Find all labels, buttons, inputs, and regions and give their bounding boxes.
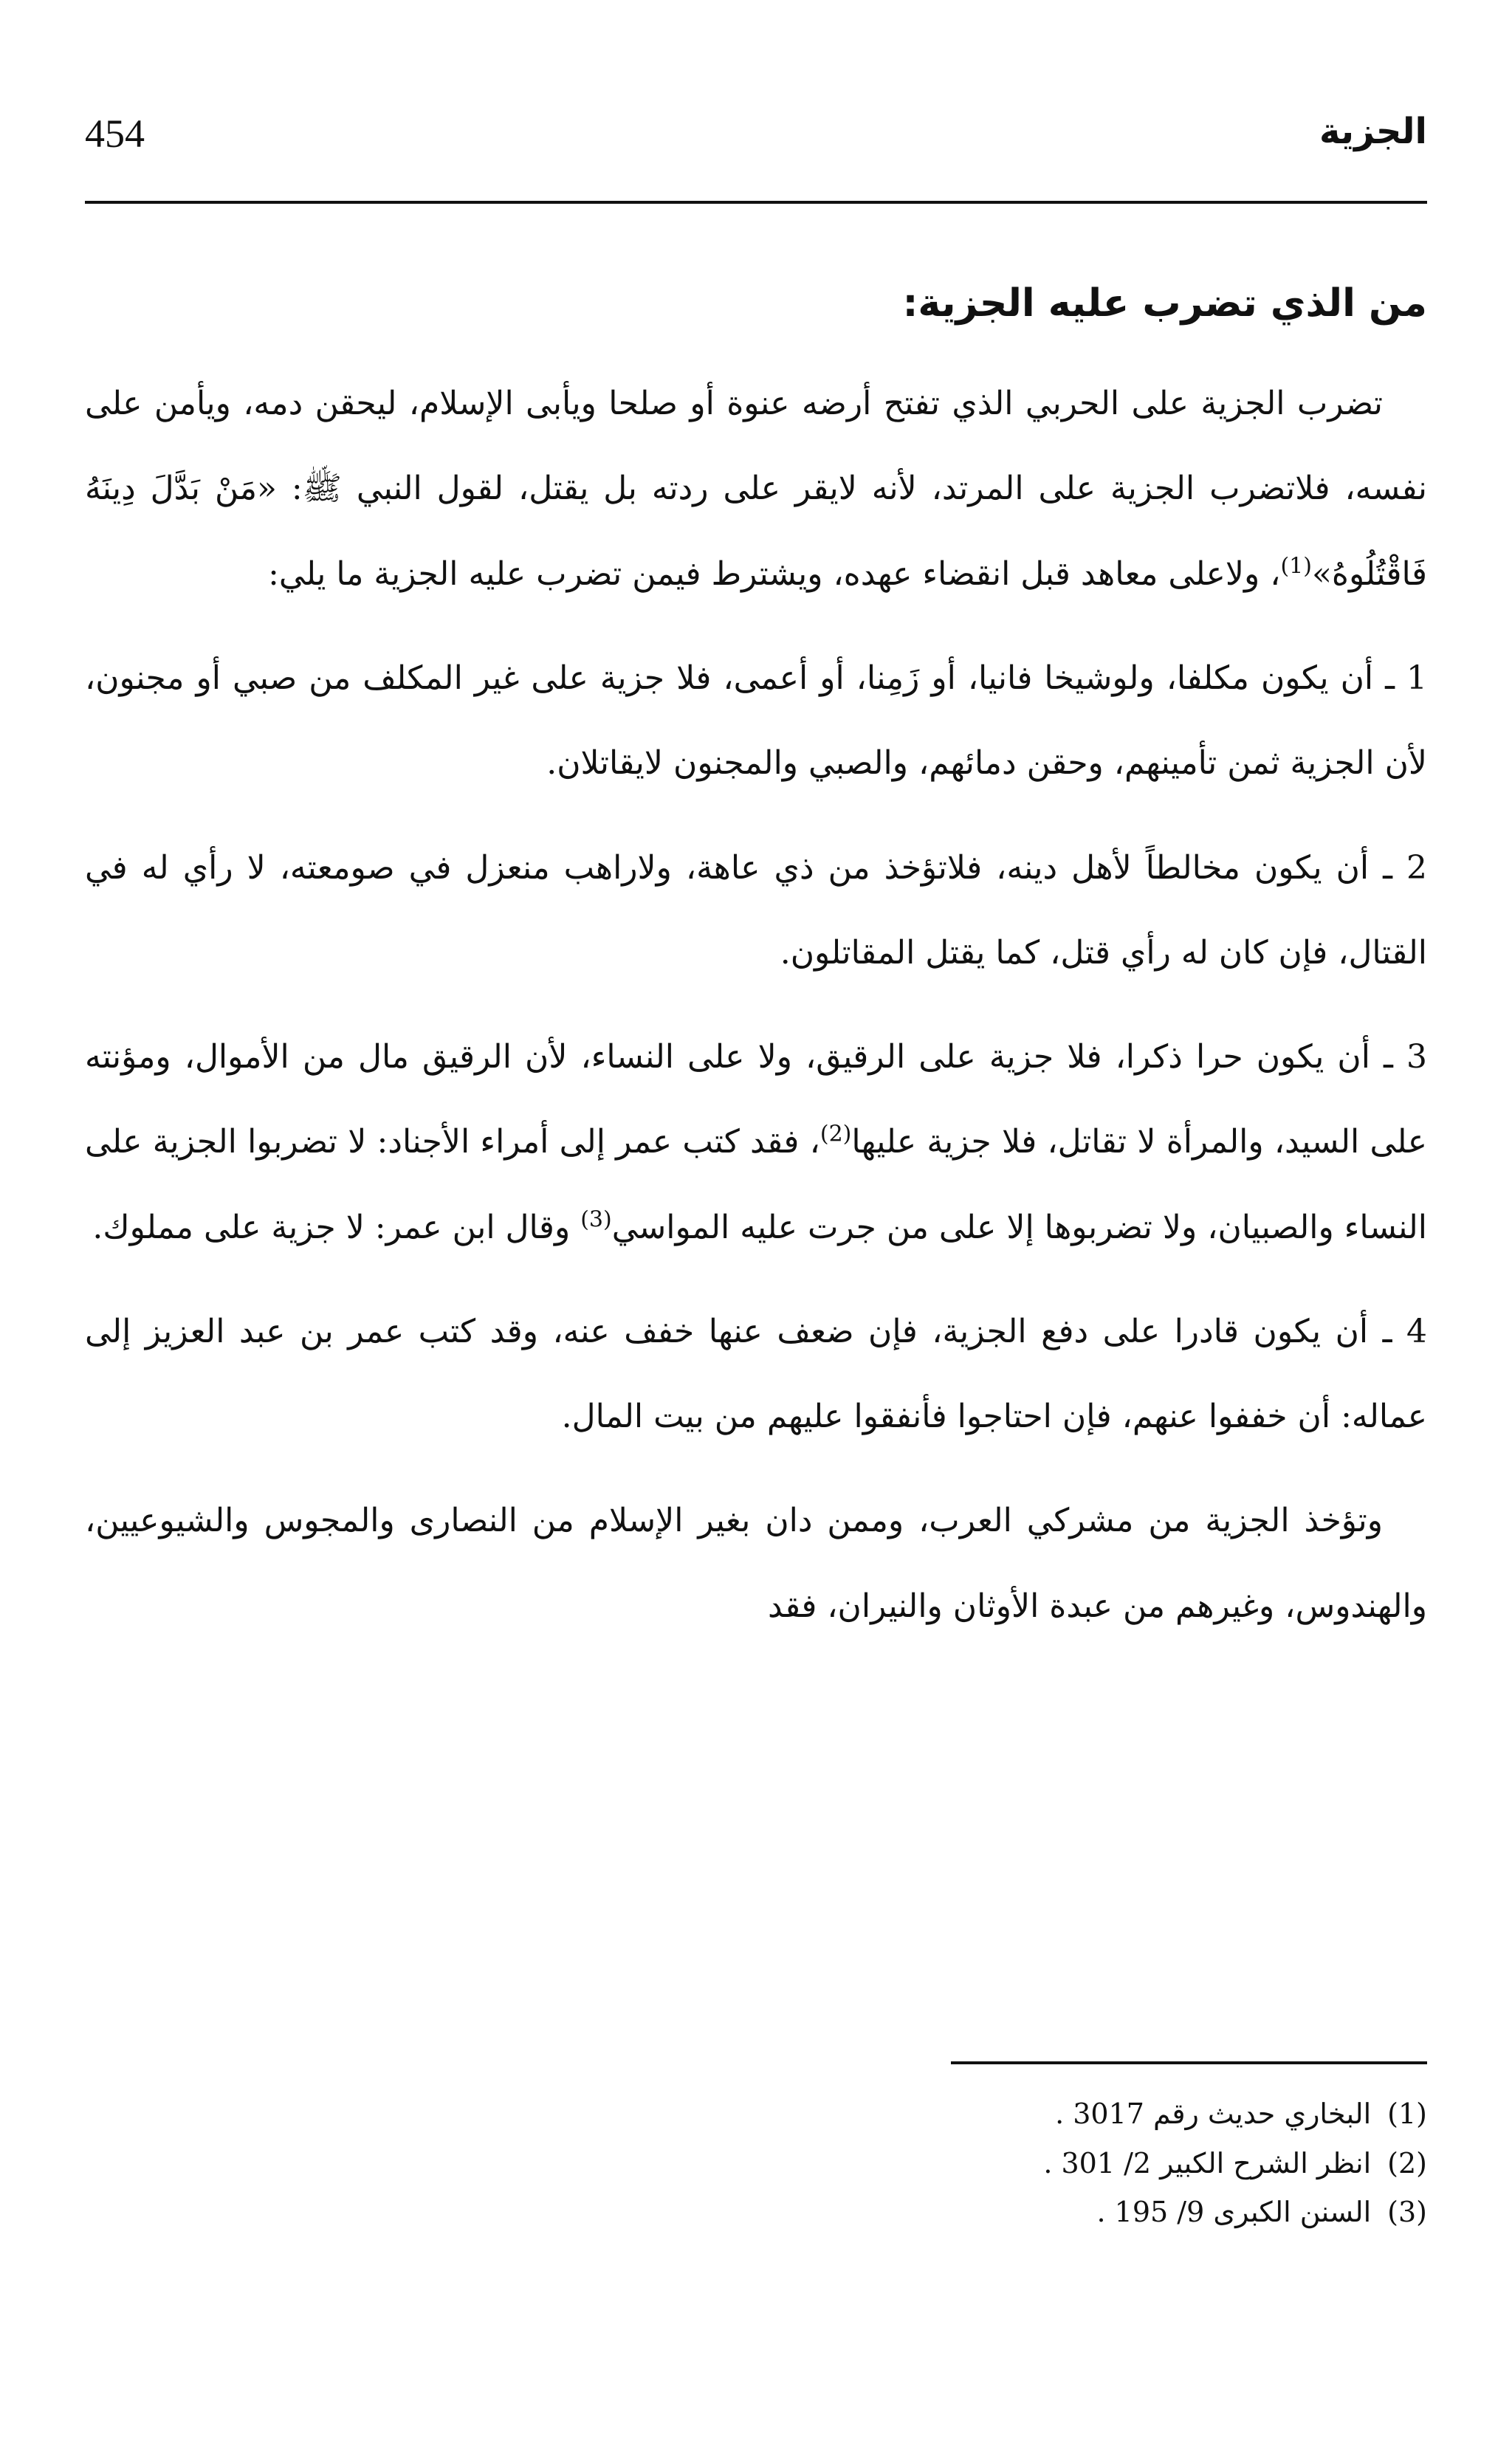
condition-3-text-b: ، فقد كتب عمر إلى أمراء الأجناد: لا تضربوا الجزية على النساء والصبيان، ولا تضربوها إلا على من جرت عليه المواسي: [85, 1123, 1427, 1246]
footnote-3: [763, 2188, 1427, 2237]
footnote-ref-2: (2): [819, 1121, 852, 1147]
footnote-2: [763, 2139, 1427, 2188]
footnote-1: [763, 2089, 1427, 2139]
footnote-number: (1): [1387, 2098, 1427, 2130]
book-page: [85, 0, 1427, 2463]
footnote-ref-3: (3): [580, 1206, 612, 1232]
page-body: [85, 273, 1427, 1668]
condition-4-paragraph: 4 ـ أن يكون قادرا على دفع الجزية، فإن ضعف عنها خفف عنه، وقد كتب عمر بن عبد العزيز إلى عماله: أن خففوا عنهم، فإن احتاجوا فأنفقوا عليهم من بيت المال.: [85, 1312, 1427, 1436]
intro-text-a: تضرب الجزية على الحربي الذي تفتح أرضه عنوة أو صلحا ويأبى الإسلام، ليحقن دمه، ويأمن على نفسه، فلاتضرب الجزية على المرتد، لأنه لايقر على ردته بل يقتل، لقول النبي ﷺ: «مَنْ بَدَّلَ دِينَهُ فَاقْتُلُوهُ»: [85, 385, 1427, 593]
footnotes: [763, 2089, 1427, 2237]
closing-paragraph: وتؤخذ الجزية من مشركي العرب، وممن دان بغير الإسلام من النصارى والمجوس والشيوعيين، والهندوس، وغيرهم من عبدة الأوثان والنيران، فقد: [85, 1502, 1427, 1625]
footnote-number: (3): [1387, 2196, 1427, 2228]
header-divider: [85, 201, 1427, 204]
section-heading: من الذي تضرب عليه الجزية:: [902, 281, 1427, 326]
intro-text-b: ، ولاعلى معاهد قبل انقضاء عهده، ويشترط فيمن تضرب عليه الجزية ما يلي:: [268, 554, 1281, 593]
footnote-text: السنن الكبرى 9/ 195 .: [1096, 2196, 1372, 2228]
footnote-text: البخاري حديث رقم 3017 .: [1055, 2098, 1372, 2130]
page-header: [85, 111, 1427, 170]
intro-paragraph: [85, 361, 1427, 616]
page-number: 454: [85, 111, 145, 156]
condition-3-paragraph: [85, 1014, 1427, 1270]
condition-3-text-c: وقال ابن عمر: لا جزية على مملوك.: [92, 1208, 581, 1246]
condition-2-paragraph: 2 ـ أن يكون مخالطاً لأهل دينه، فلاتؤخذ من ذي عاهة، ولاراهب منعزل في صومعته، لا رأي له في القتال، فإن كان له رأي قتل، كما يقتل المقاتلون.: [85, 848, 1427, 972]
running-title: الجزية: [1319, 111, 1427, 152]
footnote-ref-1: (1): [1280, 553, 1312, 580]
footnote-text: انظر الشرح الكبير 2/ 301 .: [1043, 2146, 1372, 2179]
condition-3-text-a: 3 ـ أن يكون حرا ذكرا، فلا جزية على الرقيق، ولا على النساء، لأن الرقيق مال من الأموال، ومؤنته على السيد، والمرأة لا تقاتل، فلا جزية عليها: [85, 1038, 1428, 1161]
footnote-number: (2): [1387, 2146, 1427, 2179]
footnote-divider: [951, 2061, 1427, 2064]
condition-1-paragraph: 1 ـ أن يكون مكلفا، ولوشيخا فانيا، أو زَمِنا، أو أعمى، فلا جزية على غير المكلف من صبي أو مجنون، لأن الجزية ثمن تأمينهم، وحقن دمائهم، والصبي والمجنون لايقاتلان.: [85, 659, 1427, 783]
